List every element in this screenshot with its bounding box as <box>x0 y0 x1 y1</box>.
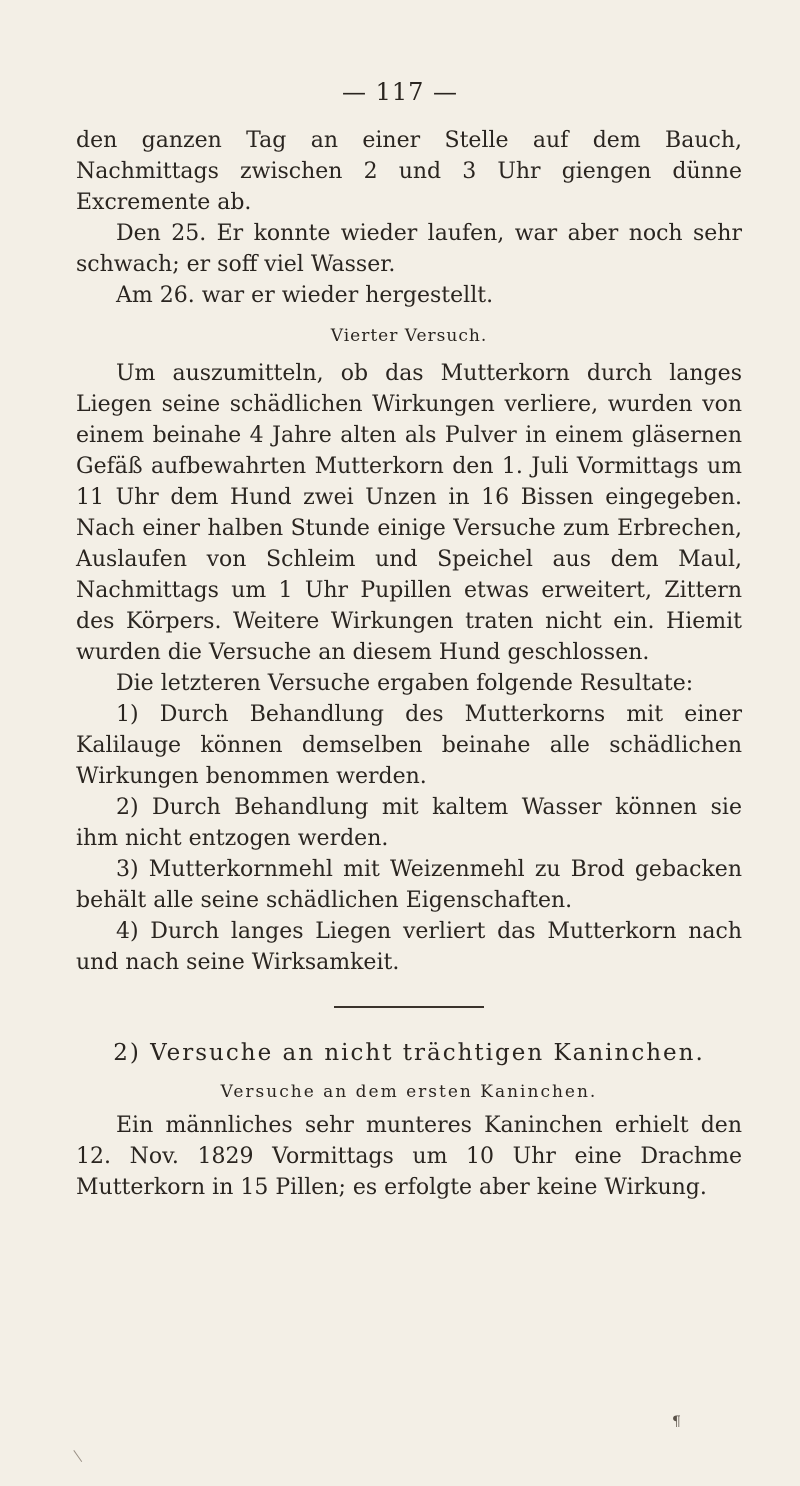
subheading-first-rabbit: Versuche an dem ersten Kaninchen. <box>220 1082 598 1102</box>
paragraph-continuation: den ganzen Tag an einer Stelle auf dem Bauch, Nachmittags zwischen 2 und 3 Uhr giengen dünne Excremente ab. <box>76 128 742 215</box>
paragraph-first-rabbit: Ein männliches sehr munteres Kaninchen erhielt den 12. Nov. 1829 Vormittags um 10 Uhr eine Drachme Mutterkorn in 15 Pillen; es erfolgte aber keine Wirkung. <box>76 1113 742 1200</box>
result-item-2: 2) Durch Behandlung mit kaltem Wasser können sie ihm nicht entzogen werden. <box>76 795 742 851</box>
paragraph-day-25: Den 25. Er konnte wieder laufen, war aber noch sehr schwach; er soff viel Wasser. <box>76 221 742 277</box>
paragraph-results-intro: Die letzteren Versuche ergaben folgende Resultate: <box>116 671 694 696</box>
pencil-mark <box>73 1442 93 1462</box>
paragraph-day-26: Am 26. war er wieder hergestellt. <box>116 283 494 308</box>
page-number-header: — 117 — <box>341 78 459 106</box>
paragraph-fourth-experiment: Um auszumitteln, ob das Mutterkorn durch langes Liegen seine schädlichen Wirkungen verliere, wurden von einem beinahe 4 Jahre alten als Pulver in einem gläsernen Gefäß aufbewahrten Mutterkorn den 1. Juli Vormittags um 11 Uhr dem Hund zwei Unzen in 16 Bissen eingegeben. Nach einer halben Stunde einige Versuche zum Erbrechen, Auslaufen von Schleim und Speichel aus dem Maul, Nachmittags um 1 Uhr Pupillen etwas erweitert, Zittern des Körpers. Weitere Wirkungen traten nicht ein. Hiemit wurden die Versuche an diesem Hund geschlossen. <box>76 361 742 665</box>
result-item-1: 1) Durch Behandlung des Mutterkorns mit einer Kalilauge können demselben beinahe alle schädlichen Wirkungen benommen werden. <box>76 702 742 789</box>
section-heading-rabbits: 2) Versuche an nicht trächtigen Kaninchen. <box>113 1040 705 1066</box>
section-divider <box>334 1006 484 1008</box>
printer-mark: ¶ <box>672 1414 681 1430</box>
result-item-3: 3) Mutterkornmehl mit Weizenmehl zu Brod gebacken behält alle seine schädlichen Eigenschaften. <box>76 857 742 913</box>
heading-fourth-experiment: Vierter Versuch. <box>330 326 488 346</box>
result-item-4: 4) Durch langes Liegen verliert das Mutterkorn nach und nach seine Wirksamkeit. <box>76 919 742 975</box>
page-body <box>76 125 742 1203</box>
